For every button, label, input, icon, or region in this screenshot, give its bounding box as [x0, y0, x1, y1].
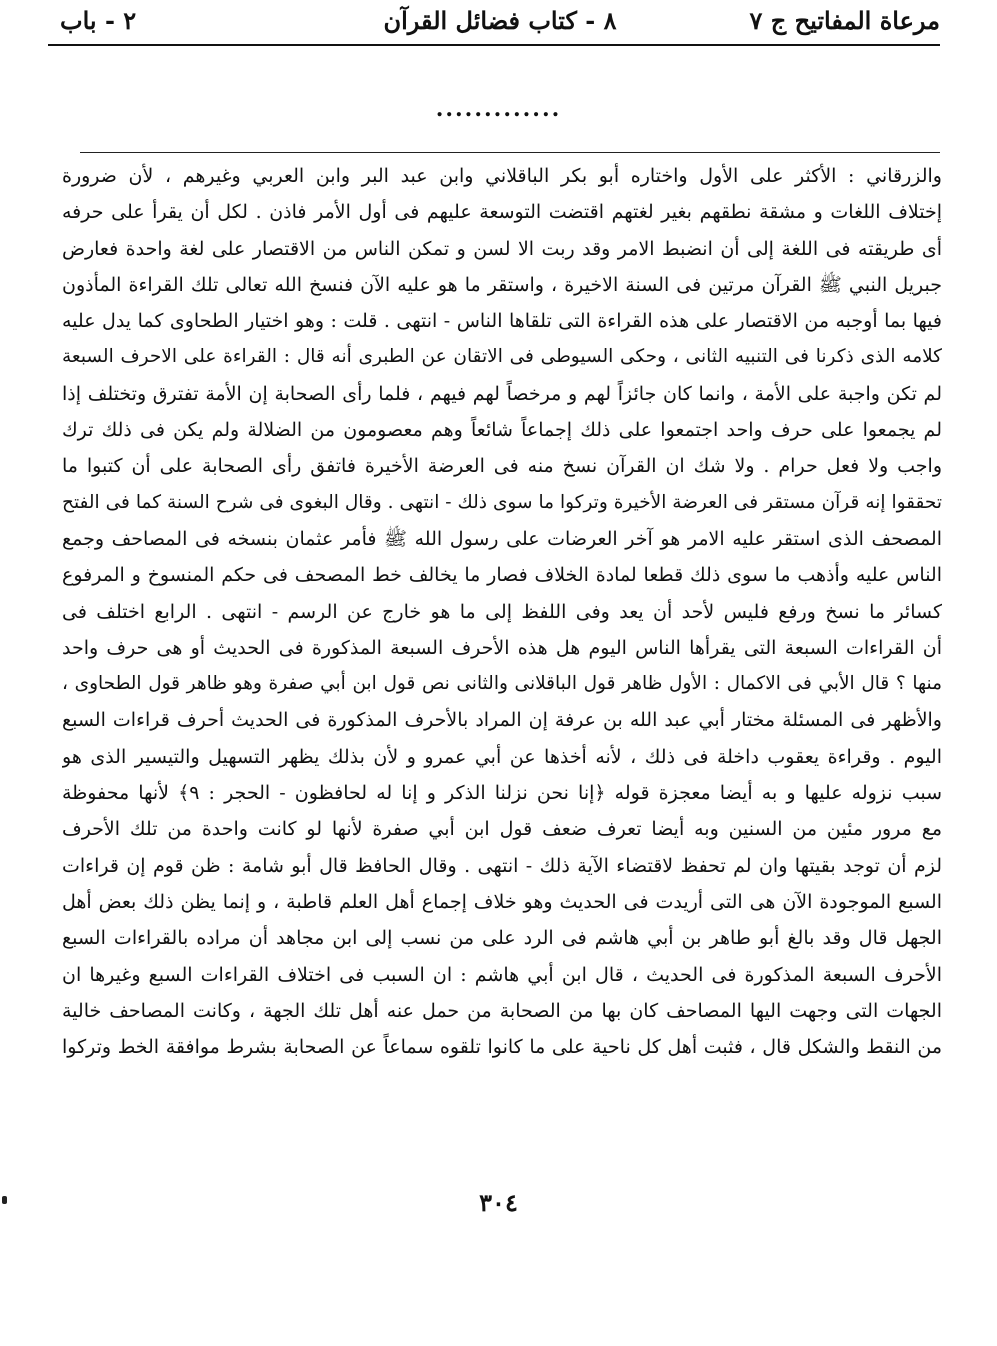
text-line: كسائر ما نسخ ورفع فليس لأحد أن يعد وفى اللفظ إلى ما هو خارج عن الرسم - انتهى . الرابع اختلف فى: [62, 600, 942, 623]
header-rule: [48, 44, 940, 46]
text-line: الجهات التى وجهت اليها المصاحف كان بها من الصحابة من حمل عنه أهل تلك الجهة ، وكانت المصاحف خالية: [62, 999, 942, 1022]
page-number: ٣٠٤: [479, 1188, 518, 1217]
chapter-title: ٨ - كتاب فضائل القرآن: [383, 6, 617, 35]
text-line: الجهل قال وقد بالغ أبو طاهر بن أبي هاشم فى الرد على من نسب إلى ابن مجاهد أن مراده بالقراءات السبع: [62, 927, 942, 950]
section-label: ٢ - باب: [60, 6, 137, 35]
text-line: أى طريقته فى اللغة إلى أن انضبط الامر وقد ربت الا لسن و تمكن الناس من الاقتصار على لغة واحدة فعارض: [62, 237, 942, 260]
body-text: [62, 158, 942, 1065]
text-line: لم تكن واجبة على الأمة ، وانما كان جائزاً لهم و مرخصاً لهم فيهم ، فلما رأى الصحابة إن الأمة تفترق وتختلف إذا: [62, 382, 942, 405]
scan-mark: [2, 1196, 7, 1204]
text-line: والزرقاني : الأكثر على الأول واختاره أبو بكر الباقلاني وابن عبد البر وابن العربي وغيرهم ، لأن ضرورة: [62, 165, 942, 187]
text-line: سبب نزوله عليها و به أيضا معجزة قوله ﴿إنا نحن نزلنا الذكر و إنا له لحافظون - الحجر : ٩﴾ لأنها محفوظة: [62, 782, 942, 805]
text-line: منها ؟ قال الأبي فى الاكمال : الأول ظاهر قول الباقلانى والثانى نص قول ابن أبي صفرة وهو ظاهر قول الطحاوى ،: [62, 673, 942, 695]
text-line: والأظهر فى المسئلة مختار أبي عبد الله بن عرفة إن المراد بالأحرف المذكورة فى الحديث أحرف قراءات السبع: [62, 709, 942, 732]
text-line: السبع الموجودة الآن هى التى أريدت فى الحديث وهو خلاف إجماع أهل العلم قاطبة ، و إنما يظن ذلك بعض أهل: [62, 890, 942, 913]
text-line: مع مرور مئين من السنين وبه أيضا تعرف ضعف قول ابن أبي صفرة لأنها لو كانت واحدة من تلك الأحرف: [62, 818, 942, 841]
text-line: من النقط والشكل قال ، فثبت أهل كل ناحية على ما كانوا تلقوه سماعاً عن الصحابة بشرط موافقة الخط وتركوا: [62, 1036, 942, 1059]
book-title: مرعاة المفاتيح ج ٧: [749, 6, 940, 35]
text-line: كلامه الذى ذكرنا فى التنبيه الثانى ، وحكى السيوطى فى الاتقان عن الطبرى أنه قال : القراءة على الاحرف السبعة: [62, 346, 942, 368]
section-separator: .............: [435, 96, 562, 122]
text-line: إختلاف اللغات و مشقة نطقهم بغير لغتهم اقتضت التوسعة عليهم فى أول الأمر فاذن . لكل أن يقرأ على حرفه: [62, 201, 942, 224]
text-line: أن القراءات السبعة التى يقرأها الناس اليوم هل هذه الأحرف السبعة المذكورة فى الحديث أو هى حرف واحد: [62, 636, 942, 659]
text-line: اليوم . وقراءة يعقوب داخلة فى ذلك ، لأنه أخذها عن أبي عمرو و لأن بذلك يظهر التسهيل والتيسير الذى هو: [62, 745, 942, 768]
text-line: الأحرف السبعة المذكورة فى الحديث ، قال ابن أبي هاشم : ان السبب فى اختلاف القراءات السبع وغيرها ان: [62, 963, 942, 986]
text-line: لزم أن توجد بقيتها وان لم تحفظ لاقتضاء الآية ذلك - انتهى . وقال الحافظ قال أبو شامة : ظن قوم إن قراءات: [62, 854, 942, 877]
text-line: المصحف الذى استقر عليه الامر هو آخر العرضات على رسول الله ﷺ فأمر عثمان بنسخه فى المصاحف وجمع: [62, 527, 942, 550]
text-line: لم يجمعوا على حرف واحد اجتمعوا على ذلك إجماعاً شائعاً وهم معصومون من الضلالة ولم يكن فى ذلك ترك: [62, 419, 942, 442]
text-line: الناس عليه وأذهب ما سوى ذلك قطعا لمادة الخلاف فصار ما يخالف خط المصحف فى حكم المنسوخ و المرفوع: [62, 564, 942, 587]
running-header: [60, 6, 940, 46]
text-line: تحققوا إنه قرآن مستقر فى العرضة الأخيرة وتركوا ما سوى ذلك - انتهى . وقال البغوى فى شرح السنة كما فى الفتح: [62, 491, 942, 513]
text-rule: [80, 152, 940, 153]
text-line: فيها بما أوجبه من الاقتصار على هذه القراءة التى تلقاها الناس - انتهى . قلت : وهو اختيار الطحاوى كما يدل عليه: [62, 310, 942, 333]
text-line: جبريل النبي ﷺ القرآن مرتين فى السنة الاخيرة ، واستقر ما هو عليه الآن فنسخ الله تعالى تلك القراءة المأذون: [62, 273, 942, 296]
text-line: واجب ولا فعل حرام . ولا شك ان القرآن نسخ منه فى العرضة الأخيرة فاتفق رأى الصحابة على أن كتبوا ما: [62, 455, 942, 478]
